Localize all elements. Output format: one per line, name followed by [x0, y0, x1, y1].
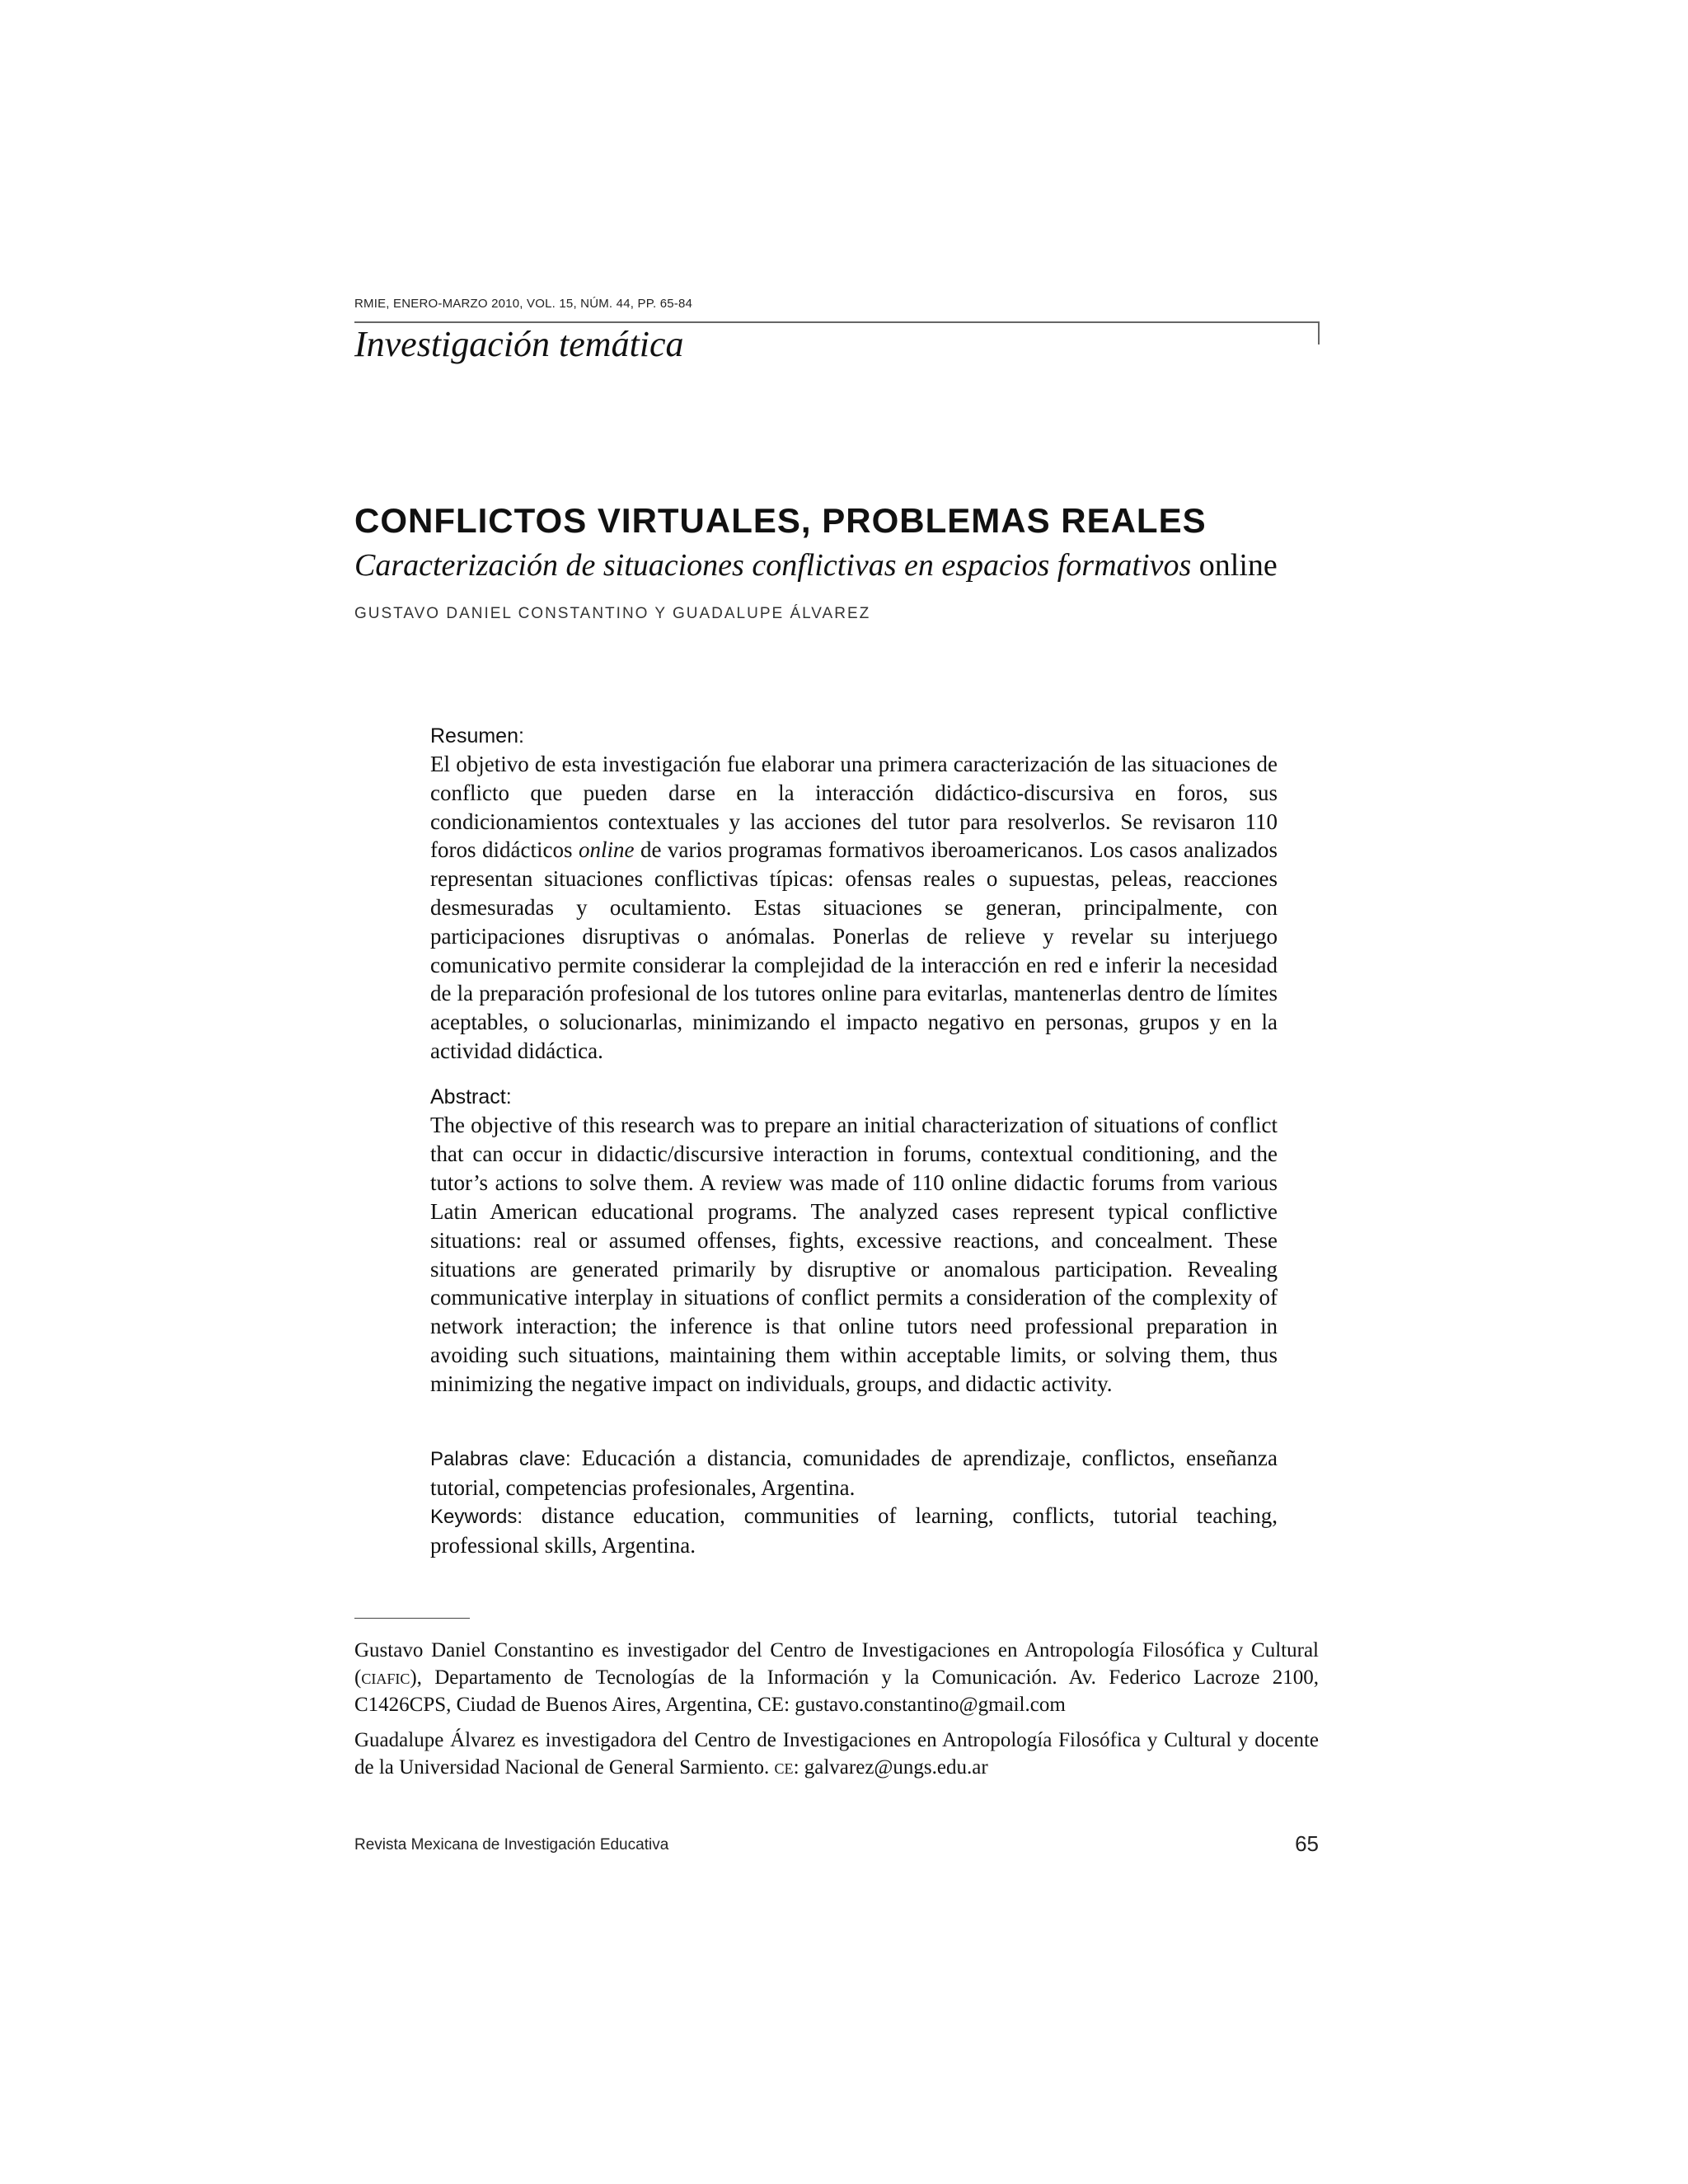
resumen-online-word: online: [578, 837, 635, 863]
keywords-es-text: Educación a distancia, comunidades de aprendizaje, conflictos, enseñanza tutorial, competencias profesionales, Argentina.: [430, 1446, 1278, 1500]
resumen-section: [430, 722, 1278, 1066]
article-subtitle: [354, 547, 1278, 583]
resumen-text: [430, 750, 1278, 1066]
fn2-part2: : galvarez@ungs.edu.ar: [793, 1756, 988, 1779]
keywords-section: [430, 1444, 1278, 1559]
keywords-es: [430, 1444, 1278, 1502]
keywords-es-label: Palabras clave:: [430, 1448, 571, 1470]
authors: GUSTAVO DANIEL CONSTANTINO Y GUADALUPE ÁLVAREZ: [354, 605, 871, 622]
footnote-rule: [354, 1618, 470, 1619]
resumen-text-a: El objetivo de esta investigación fue elaborar una primera caracterización de las situaciones de conflicto que pueden darse en la interacción didáctico-discursiva en foros, sus condicionamientos contextuales y las acciones del tutor para resolverlos. Se revisaron 110 foros didácticos: [430, 752, 1278, 863]
fn2-part1: Guadalupe Álvarez es investigadora del Centro de Investigaciones en Antropología Filosófica y Cultural y docente de la Universidad Nacional de General Sarmiento.: [354, 1729, 1319, 1779]
resumen-heading: Resumen:: [430, 724, 524, 748]
fn2-ce: ce: [774, 1756, 794, 1779]
abstract-heading: Abstract:: [430, 1085, 512, 1108]
fn1-part2: ), Departamento de Tecnologías de la Información y la Comunicación. Av. Federico Lacroze 2100, C1426CPS, Ciudad de Buenos Aires, Argentina, CE: gustavo.constantino@gmail.com: [354, 1666, 1319, 1716]
keywords-en-text: distance education, communities of learning, conflicts, tutorial teaching, professional skills, Argentina.: [430, 1503, 1278, 1558]
subtitle-italic: Caracterización de situaciones conflictivas en espacios formativos: [354, 548, 1192, 583]
footnote-constantino: [354, 1637, 1319, 1718]
running-head: RMIE, ENERO-MARZO 2010, VOL. 15, NÚM. 44, PP. 65-84: [354, 297, 693, 311]
page-number: 65: [1295, 1831, 1319, 1856]
keywords-en: [430, 1502, 1278, 1559]
keywords-en-label: Keywords:: [430, 1506, 523, 1528]
section-title: Investigación temática: [354, 324, 684, 364]
footnotes: [354, 1637, 1319, 1781]
fn1-ciafic: ciafic: [361, 1666, 410, 1689]
resumen-text-b: de varios programas formativos iberoamericanos. Los casos analizados representan situaciones conflictivas típicas: ofensas reales o supuestas, peleas, reacciones desmesuradas y ocultamiento. Estas situaciones se generan, principalmente, con participaciones disruptivas o anómalas. Ponerlas de relieve y revelar su interjuego comunicativo permite considerar la complejidad de la interacción en red e inferir la necesidad de la preparación profesional de los tutores online para evitarlas, mantenerlas dentro de límites aceptables, o solucionarlas, minimizando el impacto negativo en personas, grupos y en la actividad didáctica.: [430, 837, 1278, 1063]
abstract-section: [430, 1083, 1278, 1399]
footnote-alvarez: [354, 1727, 1319, 1781]
header-rule-tick: [1318, 321, 1320, 344]
footer-journal-name: Revista Mexicana de Investigación Educativa: [354, 1836, 669, 1854]
fn1-part1: Gustavo Daniel Constantino es investigador del Centro de Investigaciones en Antropología Filosófica y Cultural (: [354, 1639, 1319, 1689]
abstract-text: The objective of this research was to prepare an initial characterization of situations of conflict that can occur in didactic/discursive interaction in forums, contextual conditioning, and the tutor’s actions to solve them. A review was made of 110 online didactic forums from various Latin American educational programs. The analyzed cases represent typical conflictive situations: real or assumed offenses, fights, excessive reactions, and concealment. These situations are generated primarily by disruptive or anomalous participation. Revealing communicative interplay in situations of conflict permits a consideration of the complexity of network interaction; the inference is that online tutors need professional preparation in avoiding such situations, maintaining them within acceptable limits, or solving them, thus minimizing the negative impact on individuals, groups, and didactic activity.: [430, 1113, 1278, 1397]
article-title: CONFLICTOS VIRTUALES, PROBLEMAS REALES: [354, 501, 1207, 540]
subtitle-roman: online: [1191, 548, 1278, 583]
